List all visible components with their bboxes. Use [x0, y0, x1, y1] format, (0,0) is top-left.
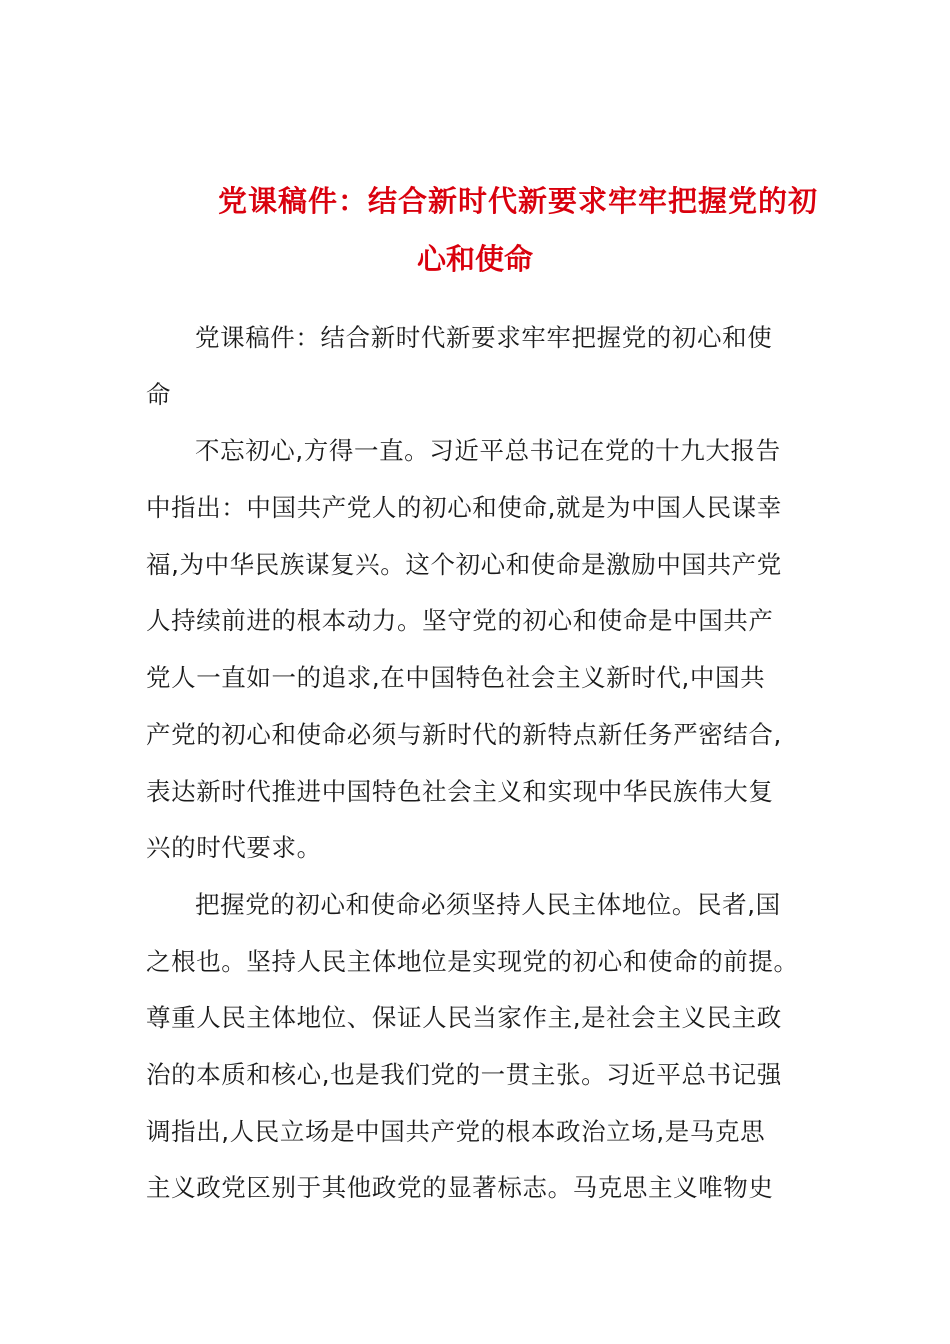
paragraph-line: 党课稿件：结合新时代新要求牢牢把握党的初心和使	[195, 323, 773, 352]
paragraph-line: 表达新时代推进中国特色社会主义和实现中华民族伟大复	[146, 776, 774, 806]
paragraph-1	[146, 310, 806, 423]
paragraph-line: 人持续前进的根本动力。坚守党的初心和使命是中国共产	[146, 606, 774, 636]
paragraph-2	[146, 423, 806, 877]
paragraph-line: 党人一直如一的追求,在中国特色社会主义新时代,中国共	[146, 663, 766, 693]
paragraph-line: 治的本质和核心,也是我们党的一贯主张。习近平总书记强	[146, 1059, 782, 1089]
paragraph-line: 调指出,人民立场是中国共产党的根本政治立场,是马克思	[146, 1116, 766, 1146]
paragraph-line: 把握党的初心和使命必须坚持人民主体地位。民者,国	[195, 889, 781, 919]
document-body	[146, 310, 806, 1217]
paragraph-line: 福,为中华民族谋复兴。这个初心和使命是激励中国共产党	[146, 549, 782, 579]
document-title-line-1: 党课稿件：结合新时代新要求牢牢把握党的初	[218, 184, 819, 218]
paragraph-line: 之根也。坚持人民主体地位是实现党的初心和使命的前提。	[146, 946, 799, 976]
paragraph-line: 产党的初心和使命必须与新时代的新特点新任务严密结合,	[146, 719, 782, 749]
paragraph-line: 中指出：中国共产党人的初心和使命,就是为中国人民谋幸	[146, 493, 782, 523]
paragraph-line: 命	[146, 379, 172, 409]
paragraph-line: 主义政党区别于其他政党的显著标志。马克思主义唯物史	[146, 1173, 774, 1203]
document-title-line-2: 心和使命	[416, 242, 533, 276]
paragraph-line: 不忘初心,方得一直。习近平总书记在党的十九大报告	[195, 436, 781, 466]
paragraph-line: 兴的时代要求。	[146, 833, 322, 863]
paragraph-line: 尊重人民主体地位、保证人民当家作主,是社会主义民主政	[146, 1003, 782, 1033]
paragraph-3	[146, 877, 806, 1217]
